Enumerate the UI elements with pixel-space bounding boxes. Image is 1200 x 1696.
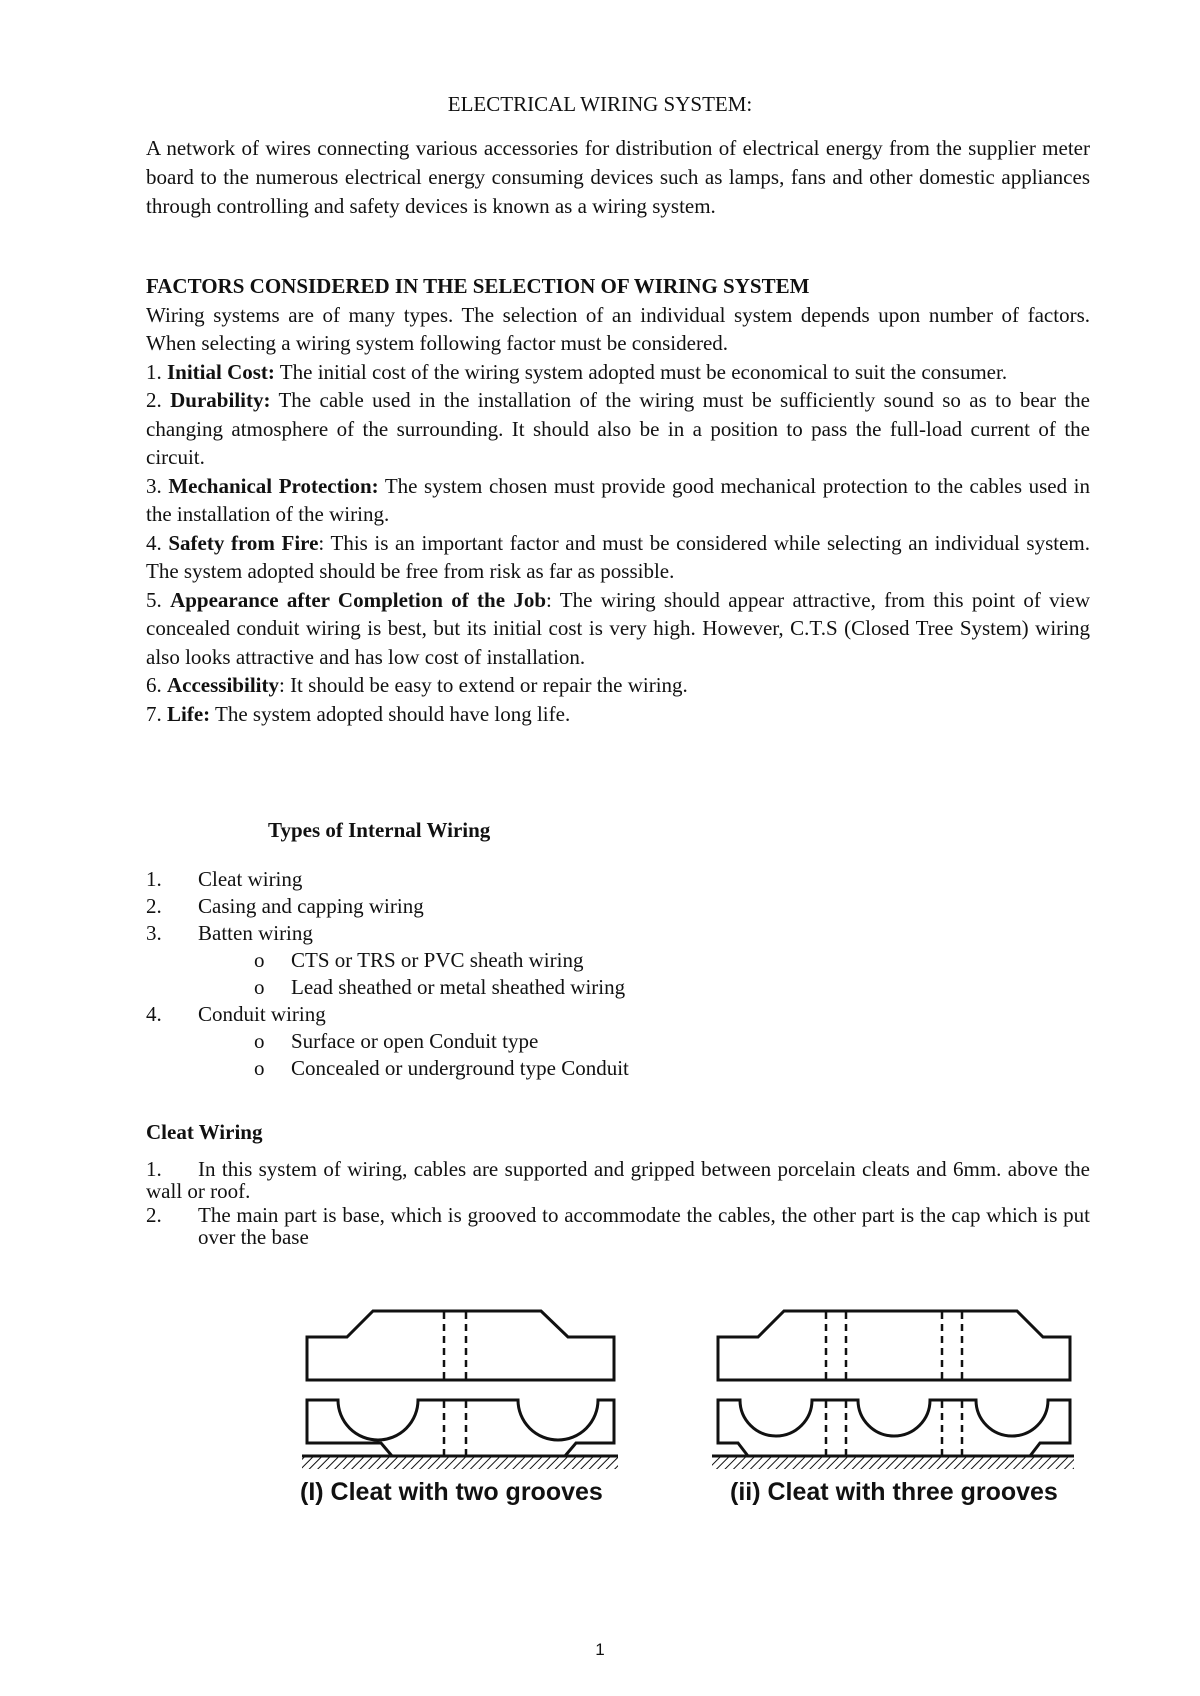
factor-term: Safety from Fire [168,530,319,555]
factor-term: Accessibility [167,673,279,697]
factor-item: 2. Durability: The cable used in the installation of the wiring must be sufficiently sound so as to bear the changing atmosphere of the surrounding. It should also be in a position to pass the full-load current of the circuit. [146,388,1091,469]
intro-paragraph [146,134,1090,221]
factor-term: Life: [167,701,211,726]
wall-hatching [712,1457,1074,1469]
cleat-heading: Cleat Wiring [146,1120,263,1144]
figure-caption-left: (I) Cleat with two grooves [300,1478,603,1506]
two-groove-cleat [302,1311,618,1456]
factor-term: Appearance after Completion of the Job [170,587,547,612]
document-title: ELECTRICAL WIRING SYSTEM: [447,92,753,116]
list-item: 2. The main part is base, which is grooved to accommodate the cables, the other part is the cap which is put over the base [146,1203,1090,1249]
list-item: 1. In this system of wiring, cables are supported and gripped between porcelain cleats and 6mm. above the wall or roof. [146,1157,1090,1203]
wall-hatching [302,1457,618,1469]
bullet-icon: o [254,948,265,972]
factor-term: Mechanical Protection: [168,473,379,498]
cleat-list [146,1158,1090,1250]
cap-piece [718,1311,1070,1380]
factors-heading: FACTORS CONSIDERED IN THE SELECTION OF WIRING SYSTEM [146,274,810,298]
figure-caption-right: (ii) Cleat with three grooves [730,1478,1058,1506]
factor-item: 1. Initial Cost: The initial cost of the wiring system adopted must be economical to suit the consumer. [146,359,1008,384]
page-number: 1 [595,1640,605,1659]
bullet-icon: o [254,1056,265,1080]
factor-item: 4. Safety from Fire: This is an important factor and must be considered while selecting an individual system. The system adopted should be free from risk as far as possible. [146,530,1090,583]
bullet-icon: o [254,1029,265,1053]
factor-item: 3. Mechanical Protection: The system chosen must provide good mechanical protection to the cables used in the installation of the wiring. [146,473,1090,526]
factor-item: 7. Life: The system adopted should have long life. [146,701,571,726]
three-groove-cleat [712,1311,1074,1456]
document-page: ELECTRICAL WIRING SYSTEM: A network of wires connecting various accessories for distribution of electrical energy from the supplier meter board to the numerous electrical energy consuming devices such as lamps, fans and other domestic appliances through controlling and safety devices is known as a wiring system. FACTORS CONSIDERED IN THE SELECTION OF WIRING SYSTEM Wiring systems are of many types. The selection of an individual system depends upon number of factors. When selecting a wiring system following factor must be considered. 1. Initial Cost: The initial cost of the wiring system adopted must be economical to suit the consumer. 2. Durability: The cable used in the installation of the wiring must be sufficiently sound so as to bear the changing atmosphere of the surrounding. It should also be in a position to pass the full-load current of the circuit. 3. Mechanical Protection: The system chosen must provide good mechanical protection to the cables used in the installation of the wiring. 4. Safety from Fire: This is an important factor and must be considered while selecting an individual system. The system adopted should be free from risk as far as possible. 5. Appearance after Completion of the Job: The wiring should appear attractive, from this point of view concealed conduit wiring is best, but its initial cost is very high. However, C.T.S (Closed Tree System) wiring also looks attractive and has low cost of installation. 6. Accessibility: It should be easy to extend or repair the wiring. 7. Life: The system adopted should have long life. Types of Internal Wiring 1. Cleat wiring 2. Casing and capping wiring 3. Batten wiring o CTS or TRS or PVC sheath wiring o Lead sheathed or metal sheathed wiring 4. Conduit wiring o Surface or open Conduit type o Concealed or underground type Conduit Cleat Wiring 1. In this system of wiring, cables are supported and gripped between porcelain cleats and 6mm. above the wall or roof. 2. The main part is base, which is grooved to accommodate the cables, the other part is the cap which is put over the base (I) Cleat with two grooves (ii) Cleat with three grooves 1 [0,0,1200,1696]
base-piece [307,1400,614,1456]
cap-piece [307,1311,614,1380]
factor-item: 6. Accessibility: It should be easy to extend or repair the wiring. [146,673,688,697]
factor-item: 5. Appearance after Completion of the Job: The wiring should appear attractive, from this point of view concealed conduit wiring is best, but its initial cost is very high. However, C.T.S (Closed Tree System) wiring also looks attractive and has low cost of installation. [146,587,1091,669]
factors-intro: Wiring systems are of many types. The selection of an individual system depends upon number of factors. When selecting a wiring system following factor must be considered. [146,302,1090,355]
factors-section [146,272,1090,728]
factor-term: Initial Cost: [167,359,275,384]
intro-text: A network of wires connecting various accessories for distribution of electrical energy from the supplier meter board to the numerous electrical energy consuming devices such as lamps, fans and other domestic appliances through controlling and safety devices is known as a wiring system. [146,136,1090,218]
base-piece [718,1400,1070,1456]
factor-term: Durability: [170,388,271,412]
cleat-diagram [0,1260,1200,1520]
types-heading: Types of Internal Wiring [268,818,491,842]
bullet-icon: o [254,975,265,999]
